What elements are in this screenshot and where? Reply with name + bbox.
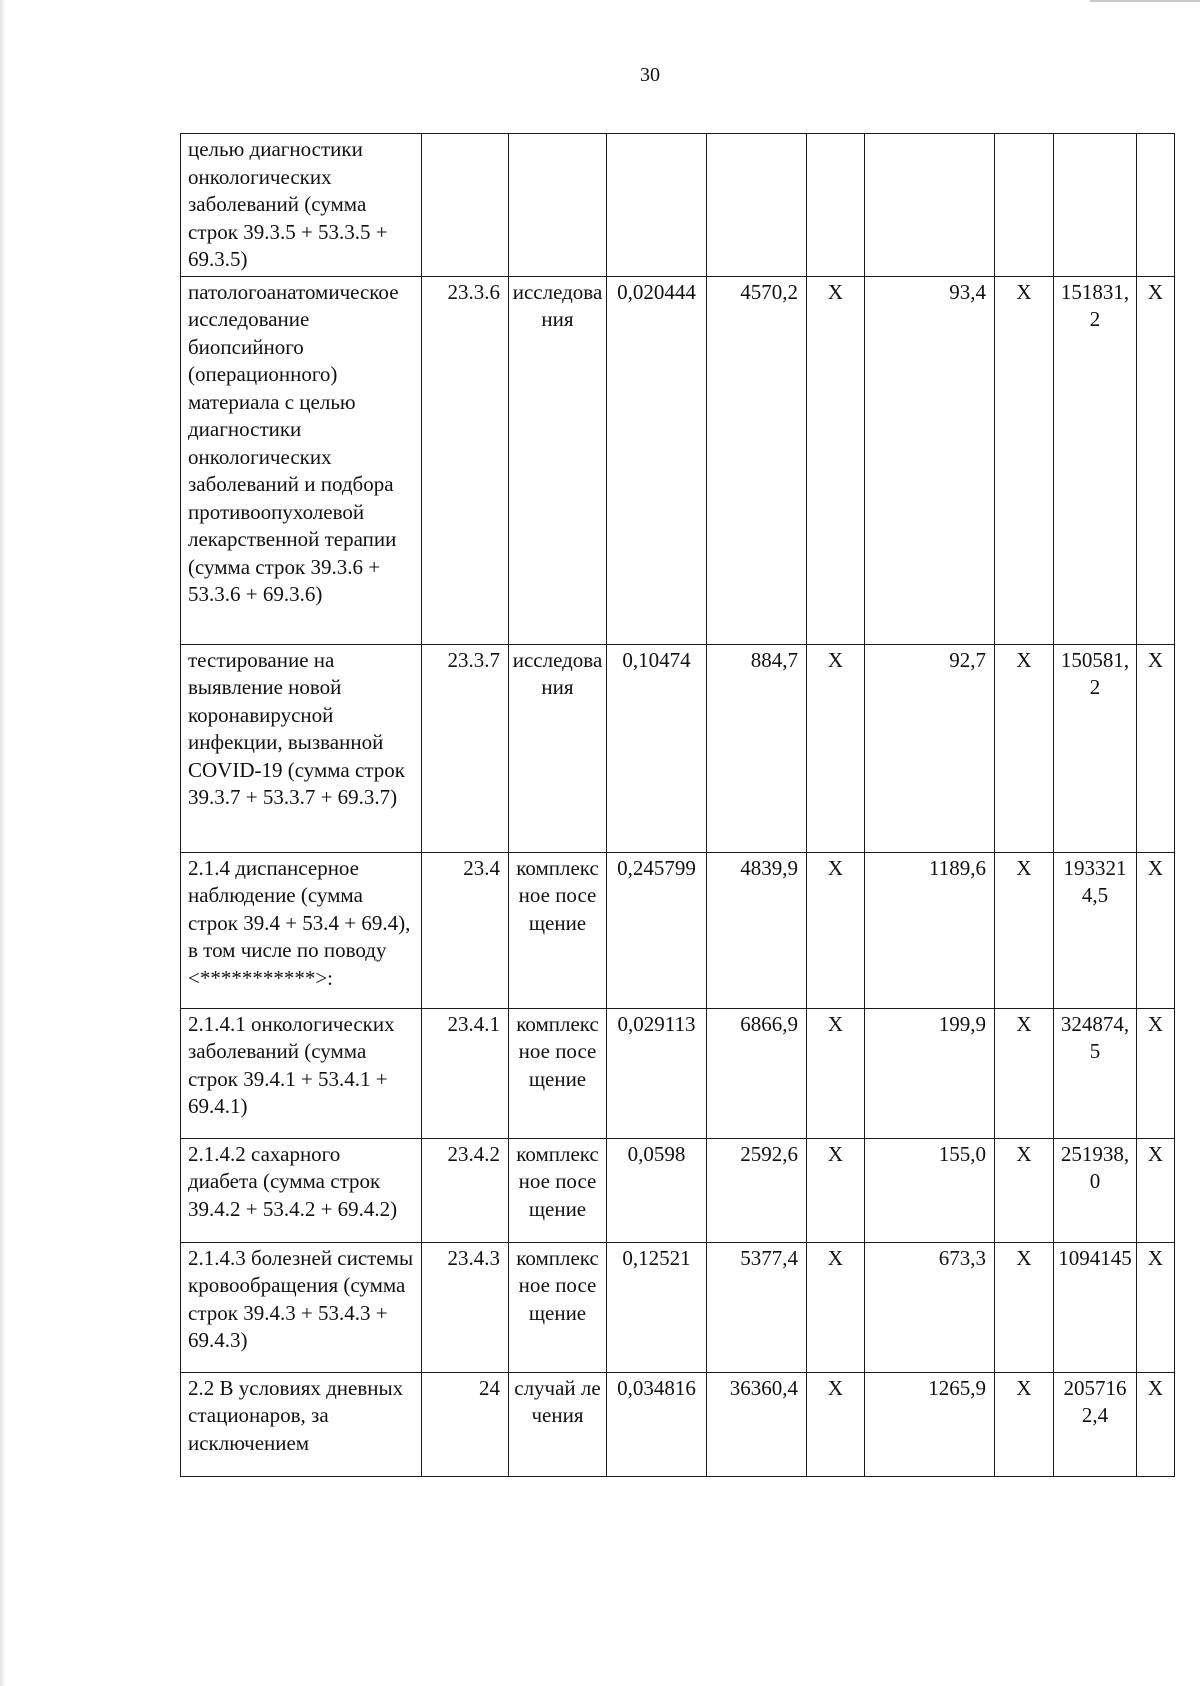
row-cost-cell: 884,7	[707, 644, 807, 852]
row-col10-cell: Х	[1137, 1138, 1175, 1242]
row-unit-cell: комплексное посещение	[509, 1138, 607, 1242]
row-col7-cell: 93,4	[865, 276, 995, 644]
row-unit-cell: исследования	[509, 644, 607, 852]
row-col6-cell: Х	[807, 644, 865, 852]
row-col6-cell: Х	[807, 1372, 865, 1476]
scan-left-edge	[0, 0, 6, 1686]
table-body	[181, 134, 1175, 1477]
table-row	[181, 1138, 1175, 1242]
row-norm-cell: 0,0598	[607, 1138, 707, 1242]
row-code-cell: 23.4.3	[422, 1242, 509, 1372]
row-norm-cell: 0,245799	[607, 852, 707, 1008]
row-col7-cell: 1265,9	[865, 1372, 995, 1476]
row-col6-cell: Х	[807, 852, 865, 1008]
row-code-cell: 23.4.2	[422, 1138, 509, 1242]
row-cost-cell: 36360,4	[707, 1372, 807, 1476]
row-cost-cell: 4839,9	[707, 852, 807, 1008]
row-col7-cell: 1189,6	[865, 852, 995, 1008]
row-col9-cell: 251938,0	[1054, 1138, 1137, 1242]
row-col8-cell	[995, 134, 1054, 277]
row-unit-cell: комплексное посещение	[509, 852, 607, 1008]
row-col8-cell: Х	[995, 1008, 1054, 1138]
row-name-cell: 2.1.4.2 сахарного диабета (сумма строк 39.4.2 + 53.4.2 + 69.4.2)	[181, 1138, 422, 1242]
row-col9-cell: 1094145	[1054, 1242, 1137, 1372]
table-row	[181, 1008, 1175, 1138]
row-norm-cell: 0,12521	[607, 1242, 707, 1372]
row-col6-cell: Х	[807, 1138, 865, 1242]
row-unit-cell: комплексное посещение	[509, 1242, 607, 1372]
table-row	[181, 644, 1175, 852]
scan-top-rule	[1090, 0, 1200, 2]
row-col8-cell: Х	[995, 852, 1054, 1008]
row-code-cell: 23.3.6	[422, 276, 509, 644]
row-col10-cell	[1137, 134, 1175, 277]
row-col9-cell: 2057162,4	[1054, 1372, 1137, 1476]
row-col10-cell: Х	[1137, 644, 1175, 852]
row-col9-cell: 1933214,5	[1054, 852, 1137, 1008]
row-col7-cell: 199,9	[865, 1008, 995, 1138]
table-row	[181, 1372, 1175, 1476]
row-col8-cell: Х	[995, 1372, 1054, 1476]
row-unit-cell: случай лечения	[509, 1372, 607, 1476]
row-col10-cell: Х	[1137, 1008, 1175, 1138]
row-col6-cell: Х	[807, 276, 865, 644]
row-col7-cell: 92,7	[865, 644, 995, 852]
row-col8-cell: Х	[995, 1138, 1054, 1242]
row-name-cell: тестирование на выявление новой коронавирусной инфекции, вызванной COVID-19 (сумма строк 39.3.7 + 53.3.7 + 69.3.7)	[181, 644, 422, 852]
row-unit-cell: комплексное посещение	[509, 1008, 607, 1138]
row-cost-cell	[707, 134, 807, 277]
row-col9-cell	[1054, 134, 1137, 277]
row-col9-cell: 151831,2	[1054, 276, 1137, 644]
row-col10-cell: Х	[1137, 1242, 1175, 1372]
row-col10-cell: Х	[1137, 276, 1175, 644]
row-unit-cell	[509, 134, 607, 277]
row-col6-cell: Х	[807, 1242, 865, 1372]
row-norm-cell	[607, 134, 707, 277]
row-unit-cell: исследования	[509, 276, 607, 644]
row-col10-cell: Х	[1137, 852, 1175, 1008]
table-row	[181, 134, 1175, 277]
row-name-cell: патологоанатомическое исследование биопсийного (операционного) материала с целью диагностики онкологических заболеваний и подбора противоопухолевой лекарственной терапии (сумма строк 39.3.6 + 53.3.6 + 69.3.6)	[181, 276, 422, 644]
row-code-cell: 23.4	[422, 852, 509, 1008]
data-table	[180, 133, 1175, 1477]
row-col7-cell: 155,0	[865, 1138, 995, 1242]
row-col6-cell: Х	[807, 1008, 865, 1138]
row-code-cell	[422, 134, 509, 277]
row-col7-cell	[865, 134, 995, 277]
row-name-cell: 2.1.4.3 болезней системы кровообращения (сумма строк 39.4.3 + 53.4.3 + 69.4.3)	[181, 1242, 422, 1372]
row-cost-cell: 2592,6	[707, 1138, 807, 1242]
row-cost-cell: 6866,9	[707, 1008, 807, 1138]
row-col8-cell: Х	[995, 644, 1054, 852]
row-name-cell: целью диагностики онкологических заболеваний (сумма строк 39.3.5 + 53.3.5 + 69.3.5)	[181, 134, 422, 277]
row-name-cell: 2.2 В условиях дневных стационаров, за исключением	[181, 1372, 422, 1476]
row-norm-cell: 0,034816	[607, 1372, 707, 1476]
row-col9-cell: 324874,5	[1054, 1008, 1137, 1138]
row-norm-cell: 0,020444	[607, 276, 707, 644]
row-code-cell: 23.4.1	[422, 1008, 509, 1138]
page-number: 30	[640, 64, 660, 86]
table-row	[181, 1242, 1175, 1372]
row-col7-cell: 673,3	[865, 1242, 995, 1372]
row-name-cell: 2.1.4.1 онкологических заболеваний (сумма строк 39.4.1 + 53.4.1 + 69.4.1)	[181, 1008, 422, 1138]
row-norm-cell: 0,029113	[607, 1008, 707, 1138]
row-code-cell: 24	[422, 1372, 509, 1476]
row-name-cell: 2.1.4 диспансерное наблюдение (сумма строк 39.4 + 53.4 + 69.4), в том числе по поводу <***********>:	[181, 852, 422, 1008]
table-row	[181, 276, 1175, 644]
row-cost-cell: 4570,2	[707, 276, 807, 644]
row-col6-cell	[807, 134, 865, 277]
row-norm-cell: 0,10474	[607, 644, 707, 852]
row-cost-cell: 5377,4	[707, 1242, 807, 1372]
row-col10-cell: Х	[1137, 1372, 1175, 1476]
row-col9-cell: 150581,2	[1054, 644, 1137, 852]
row-code-cell: 23.3.7	[422, 644, 509, 852]
row-col8-cell: Х	[995, 1242, 1054, 1372]
row-col8-cell: Х	[995, 276, 1054, 644]
table-row	[181, 852, 1175, 1008]
